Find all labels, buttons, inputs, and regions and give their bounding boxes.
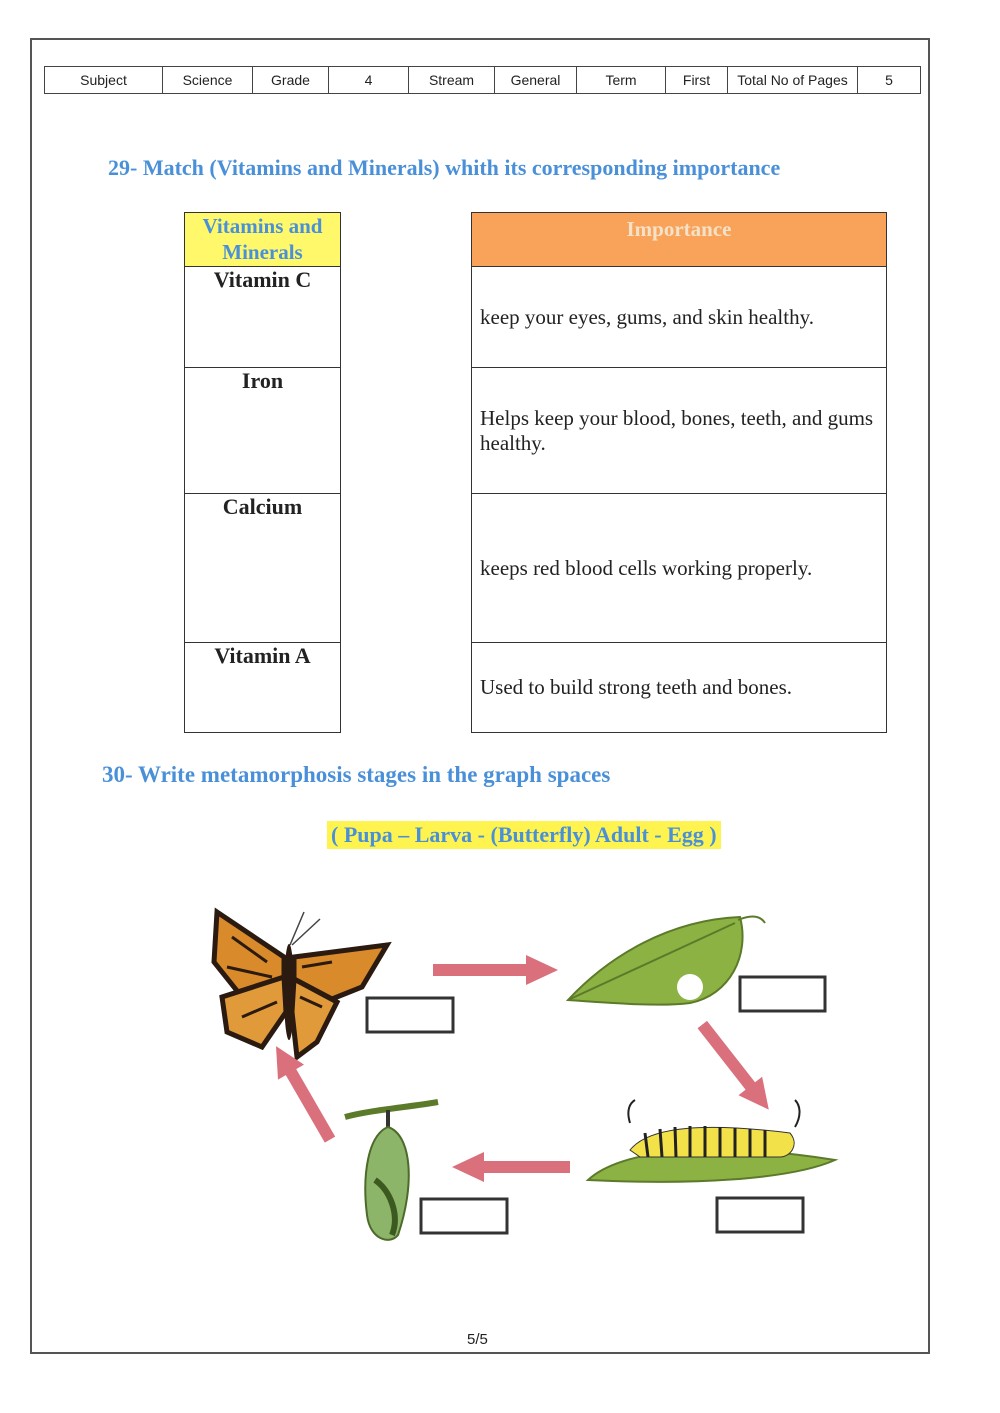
metamorphosis-diagram xyxy=(190,895,850,1255)
leaf-egg-icon xyxy=(568,917,765,1005)
header-grade-value: 4 xyxy=(329,67,409,94)
header-pages-value: 5 xyxy=(858,67,921,94)
header-stream-value: General xyxy=(495,67,577,94)
header-term-label: Term xyxy=(577,67,666,94)
header-row xyxy=(45,67,921,94)
vitamins-header-line2: Minerals xyxy=(222,240,303,264)
header-term-value: First xyxy=(666,67,728,94)
arrow-down-icon xyxy=(690,1015,780,1119)
word-bank: ( Pupa – Larva - (Butterfly) Adult - Egg ) xyxy=(327,821,721,849)
importance-item[interactable]: Helps keep your blood, bones, teeth, and gums healthy. xyxy=(472,368,887,494)
header-subject-value: Science xyxy=(163,67,253,94)
vitamins-table-header xyxy=(185,213,341,267)
question-30-title: 30- Write metamorphosis stages in the graph spaces xyxy=(102,762,611,787)
importance-table xyxy=(471,212,887,733)
pupa-answer-box[interactable] xyxy=(421,1199,507,1233)
vitamin-item[interactable]: Iron xyxy=(185,368,341,494)
arrow-left-icon xyxy=(452,1152,570,1182)
adult-answer-box[interactable] xyxy=(367,998,453,1032)
vitamin-item[interactable]: Vitamin C xyxy=(185,267,341,368)
question-29-title: 29- Match (Vitamins and Minerals) whith its corresponding importance xyxy=(108,155,781,180)
header-pages-label: Total No of Pages xyxy=(728,67,858,94)
vitamin-item[interactable]: Vitamin A xyxy=(185,643,341,733)
header-subject-label: Subject xyxy=(45,67,163,94)
header-table xyxy=(44,66,921,94)
page-number: 5/5 xyxy=(467,1331,488,1348)
importance-table-header: Importance xyxy=(472,213,887,267)
arrow-right-icon xyxy=(433,955,558,985)
header-stream-label: Stream xyxy=(409,67,495,94)
larva-answer-box[interactable] xyxy=(717,1198,803,1232)
header-grade-label: Grade xyxy=(253,67,329,94)
butterfly-icon xyxy=(214,912,387,1057)
vitamins-table xyxy=(184,212,341,733)
vitamin-item[interactable]: Calcium xyxy=(185,494,341,643)
vitamins-header-line1: Vitamins and xyxy=(202,214,323,238)
importance-item[interactable]: keeps red blood cells working properly. xyxy=(472,494,887,643)
egg-answer-box[interactable] xyxy=(740,977,825,1011)
importance-item[interactable]: keep your eyes, gums, and skin healthy. xyxy=(472,267,887,368)
importance-item[interactable]: Used to build strong teeth and bones. xyxy=(472,643,887,733)
larva-icon xyxy=(588,1100,835,1182)
